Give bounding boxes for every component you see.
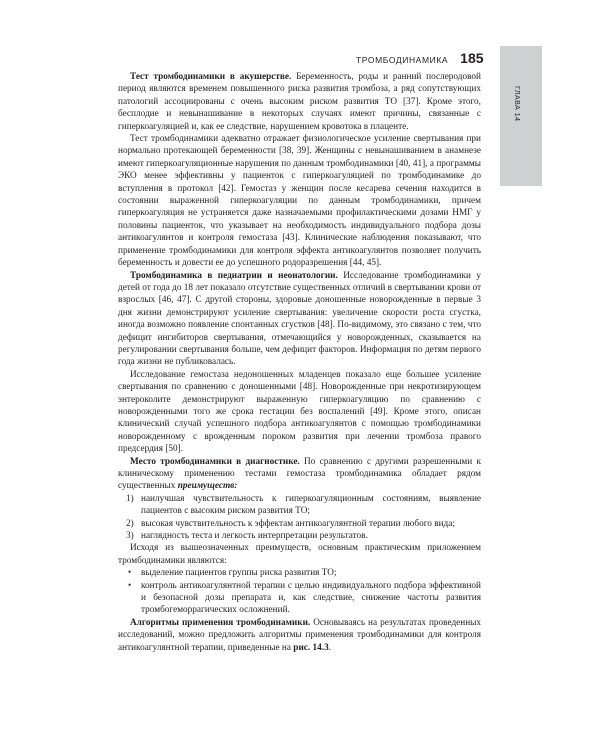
text-diagnostics: По сравнению с другими разрешенными к клиническому применению тестами гемостаза тромбодинамика обладает рядом существенных <box>118 456 481 492</box>
bullet-icon: • <box>128 568 132 579</box>
emphasis-advantages: преимуществ: <box>177 481 238 492</box>
list-item-text: наилучшая чувствительность к гиперкоагуляционным состояниям, выявление пациентов с высоким риском развития ТО; <box>141 493 481 517</box>
list-item-number: 2) <box>126 518 134 529</box>
heading-pediatrics: Тромбодинамика в педиатрии и неонатологии. <box>130 270 338 281</box>
applications-list <box>118 567 481 617</box>
list-item-number: 1) <box>126 493 134 504</box>
list-item-text: выделение пациентов группы риска развития ТО; <box>141 568 337 579</box>
running-head <box>356 50 484 66</box>
list-item <box>118 518 481 530</box>
list-item <box>118 580 481 617</box>
chapter-label: ГЛАВА 14 <box>513 86 520 122</box>
text-algorithms: Основываясь на результатах проведенных исследований, можно предложить алгоритмы применения тромбодинамики для контроля антикоагулянтной терапии, приведенные на <box>118 617 481 653</box>
list-item-text: высокая чувствительность к эффектам антикоагулянтной терапии любого вида; <box>141 518 455 529</box>
bullet-icon: • <box>128 580 132 591</box>
paragraph-pregnancy: Тест тромбодинамики адекватно отражает физиологическое усиление свертывания при нормально протекающей беременности [38, 39]. Женщины с невынашиванием в анамнезе имеют гиперкоагуляционные нарушения по данным тромбодинамики [40, 41], а программы ЭКО менее эффективны у пациенток с гиперкоагуляцией по тромбодинамике до вступления в протокол [42]. Гемостаз у женщин после кесарева сечения находится в состоянии выраженной гиперкоагуляции по данным тромбодинамики, причем гиперкоагуляция не устраняется даже назначаемыми профилактическими дозами НМГ у половины пациенток, что указывает на необходимость индивидуального подбора дозы антикоагулянтов и контроля гемостаза [43]. Клинические наблюдения показывают, что применение тромбодинамики для контроля эффекта антикоагулянтов позволяет получить беременность и довести ее до успешного родоразрешения [44, 45]. <box>118 134 481 269</box>
paragraph-neonates: Исследование гемостаза недоношенных младенцев показало еще большее усиление свертывания по сравнению с доношенными [48]. Новорожденные при некротизирующем энтероколите демонстрируют выраженную гиперкоагуляцию по сравнению с новорожденными того же срока гестации без воспалений [49]. Кроме этого, описан клинический случай успешного подбора антикоагулянтов с помощью тромбодинамики новорожденному с врожденным пороком развития при лечении тромбоза правого предсердия [50]. <box>118 369 481 455</box>
paragraph-pediatrics <box>118 270 481 369</box>
list-item <box>118 493 481 518</box>
page-body <box>118 71 481 654</box>
heading-diagnostics: Место тромбодинамики в диагностике. <box>130 456 300 467</box>
list-item-text: наглядность теста и легкость интерпретации результатов. <box>141 531 368 542</box>
paragraph-diagnostics <box>118 456 481 493</box>
paragraph-algorithms <box>118 617 481 654</box>
paragraph-obstetrics <box>118 71 481 133</box>
list-item-text: контроль антикоагулянтной терапии с целью индивидуального подбора эффективной и безопасной дозы препарата и, как следствие, снижение частоты развития тромбогеморрагических осложнений. <box>141 580 481 616</box>
paragraph-applications: Исходя из вышеозначенных преимуществ, основным практическим приложением тромбодинамики являются: <box>118 543 481 566</box>
running-title: ТРОМБОДИНАМИКА <box>356 55 449 65</box>
text-pediatrics: Исследование тромбодинамики у детей от года до 18 лет показало отсутствие существенных отличий в свертывании крови от взрослых [46, 47]. С другой стороны, здоровые доношенные новорожденные в первые 3 дня жизни демонстрируют усиление свертывания: увеличение скорости роста сгустка, иногда возможно появление спонтанных сгустков [48]. По-видимому, это связано с тем, что дефицит ингибиторов свертывания, отмечающийся у новорожденных, сказывается на регулировании свертывания больше, чем дефицит факторов. Информация по детям первого года жизни не публиковалась. <box>118 270 481 368</box>
figure-reference: рис. 14.3 <box>293 642 329 653</box>
chapter-tab <box>500 46 542 186</box>
list-item <box>118 530 481 542</box>
heading-obstetrics: Тест тромбодинамики в акушерстве. <box>130 72 292 82</box>
text-obstetrics: Беременность, роды и ранний послеродовой период являются временем повышенного риска развития тромбоза, а ряд сопутствующих патологий ассоциированы с очень высоким риском развития ТО [37]. Кроме этого, бесплодие и невынашивание в некоторых случаях имеют причины, связанные с гиперкоагуляцией и, как ее следствие, нарушением кровотока в плаценте. <box>118 72 481 132</box>
list-item <box>118 567 481 579</box>
page-number: 185 <box>460 50 484 66</box>
advantages-list <box>118 493 481 543</box>
list-item-number: 3) <box>126 531 134 542</box>
text-algorithms-end: . <box>328 642 332 653</box>
heading-algorithms: Алгоритмы применения тромбодинамики. <box>130 617 311 628</box>
